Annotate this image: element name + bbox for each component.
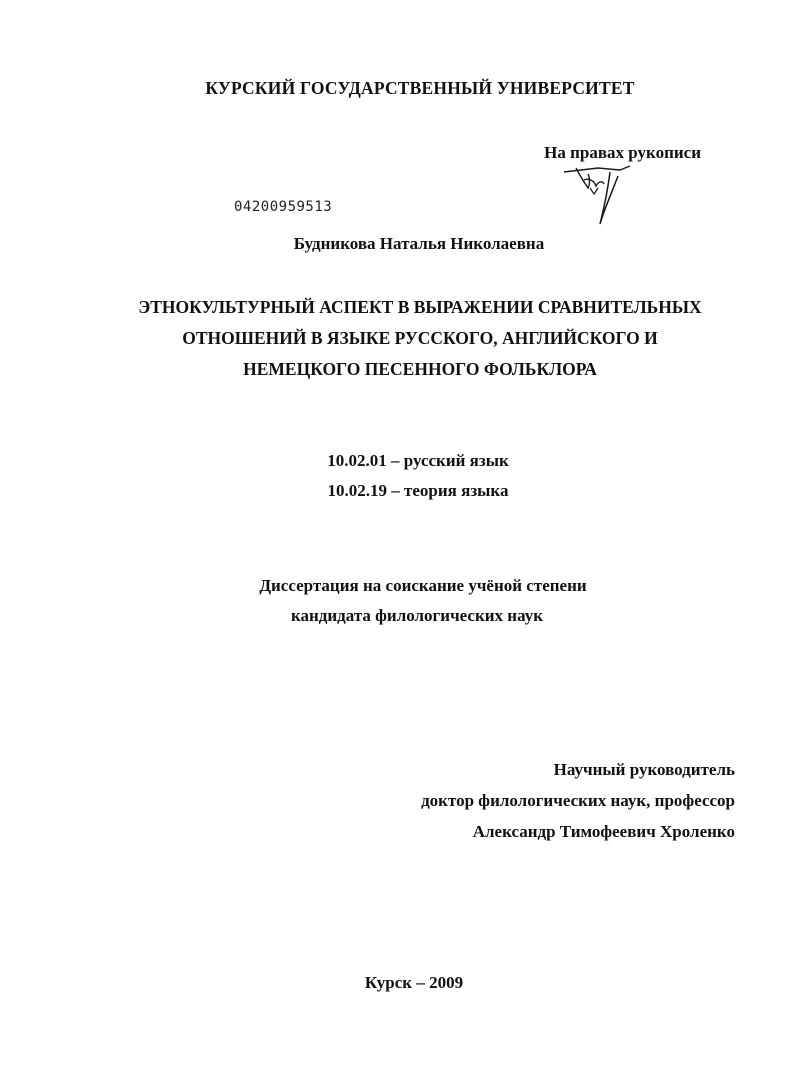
supervisor-role: Научный руководитель [553,760,735,779]
title-line: НЕМЕЦКОГО ПЕСЕННОГО ФОЛЬКЛОРА [243,359,597,379]
supervisor-name: Александр Тимофеевич Хроленко [472,822,735,841]
dissertation-title [0,292,797,385]
city-year: Курск – 2009 [364,973,464,992]
rights-note: На правах рукописи [544,143,701,162]
supervisor-degree: доктор филологических наук, профессор [421,791,735,810]
specialty-code: 10.02.01 – русский язык [327,451,509,470]
title-line: ЭТНОКУЛЬТУРНЫЙ АСПЕКТ В ВЫРАЖЕНИИ СРАВНИТЕЛЬНЫХ [138,297,702,317]
degree-statement: Диссертация на соискание учёной степени [259,576,587,595]
university-name: КУРСКИЙ ГОСУДАРСТВЕННЫЙ УНИВЕРСИТЕТ [205,78,635,98]
author-name: Будникова Наталья Николаевна [293,234,545,253]
degree-statement: кандидата филологических наук [290,606,544,625]
handwritten-signature [560,158,640,230]
catalog-code: 04200959513 [234,199,333,215]
title-line: ОТНОШЕНИЙ В ЯЗЫКЕ РУССКОГО, АНГЛИЙСКОГО И [182,328,658,348]
specialty-code: 10.02.19 – теория языка [327,481,509,500]
